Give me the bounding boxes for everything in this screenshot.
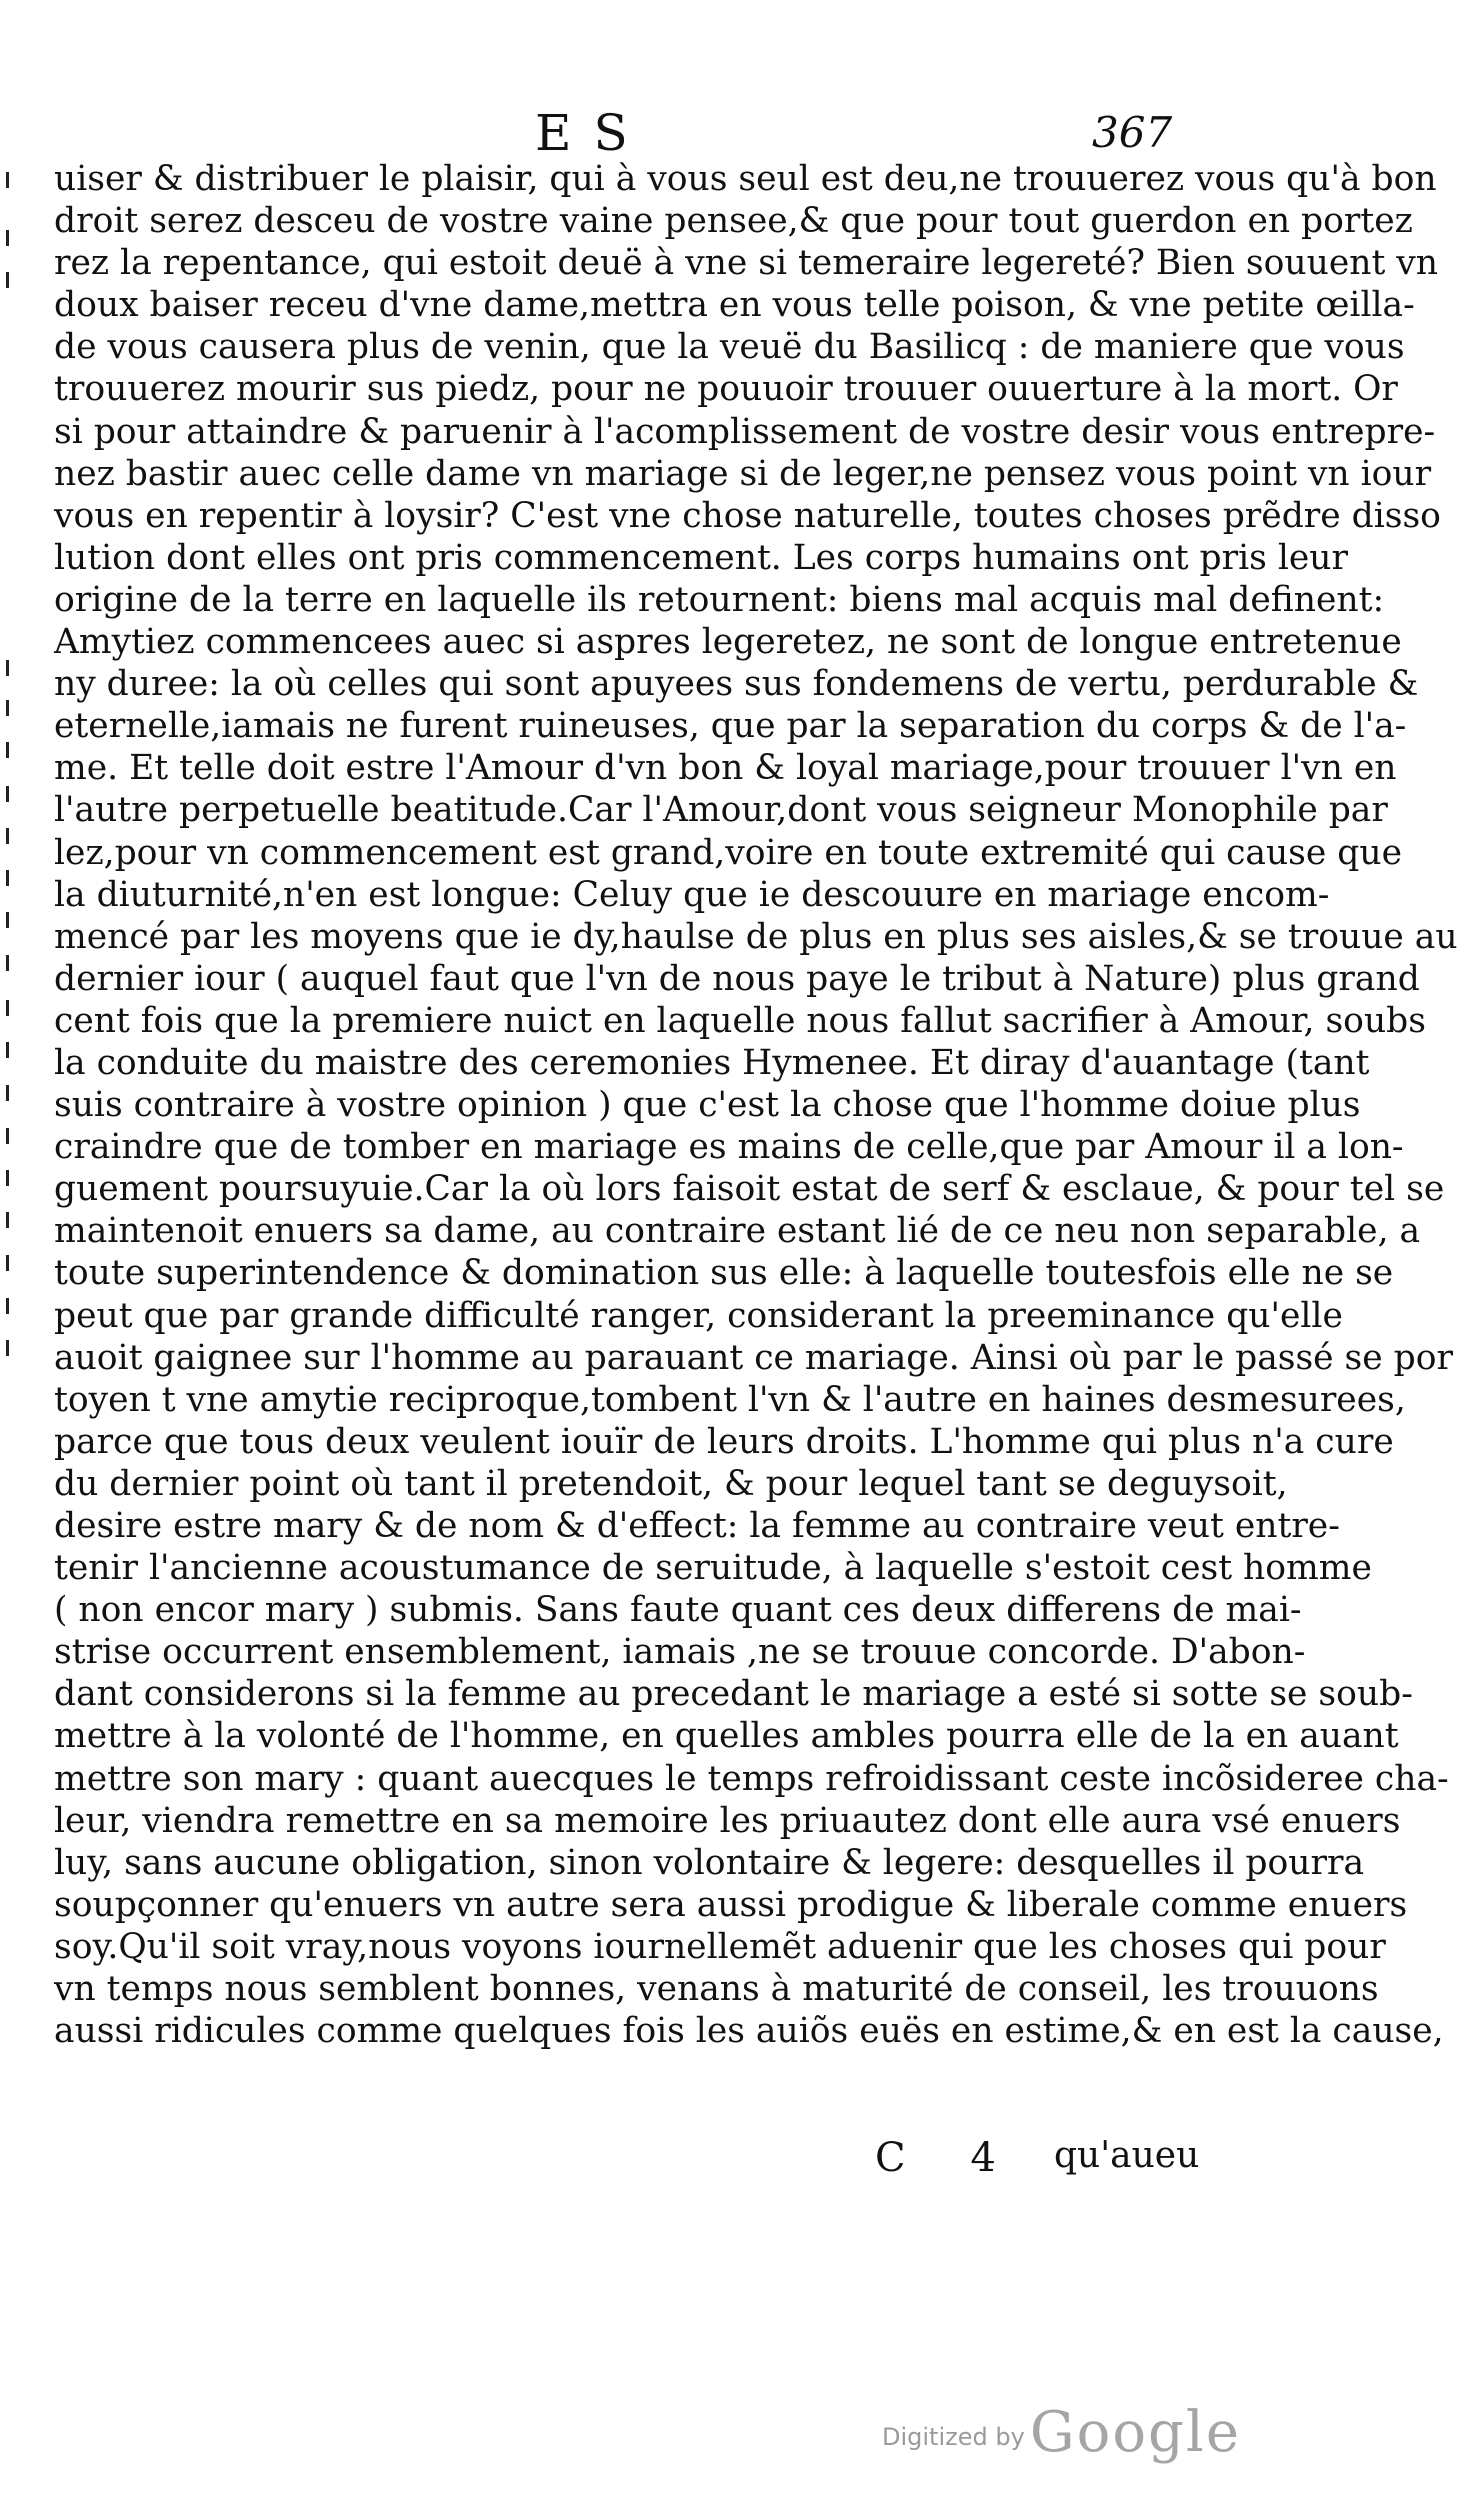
text-line: cent fois que la premiere nuict en laquelle nous fallut sacrifier à Amour, soubs bbox=[54, 1000, 1426, 1041]
margin-mark bbox=[6, 1298, 9, 1314]
margin-mark bbox=[6, 1128, 9, 1144]
margin-mark bbox=[6, 172, 9, 188]
text-line: mencé par les moyens que ie dy,haulse de plus en plus ses aisles,& se trouue au bbox=[54, 916, 1458, 957]
text-line: la conduite du maistre des ceremonies Hymenee. Et diray d'auantage (tant bbox=[54, 1042, 1370, 1083]
text-line: mettre à la volonté de l'homme, en quelles ambles pourra elle de la en auant bbox=[54, 1716, 1399, 1757]
text-line: leur, viendra remettre en sa memoire les priuautez dont elle aura vsé enuers bbox=[54, 1800, 1401, 1841]
text-line: ny duree: la où celles qui sont apuyees sus fondemens de vertu, perdurable & bbox=[54, 664, 1419, 705]
margin-mark bbox=[6, 1085, 9, 1101]
digitized-watermark bbox=[882, 2400, 1241, 2465]
text-line: peut que par grande difficulté ranger, considerant la preeminance qu'elle bbox=[54, 1295, 1343, 1336]
text-line: soy.Qu'il soit vray,nous voyons iournellemẽt aduenir que les choses qui pour bbox=[54, 1926, 1386, 1967]
text-line: la diuturnité,n'en est longue: Celuy que ie descouure en mariage encom- bbox=[54, 874, 1330, 915]
margin-mark bbox=[6, 272, 9, 288]
text-line: uiser & distribuer le plaisir, qui à vous seul est deu,ne trouuerez vous qu'à bon bbox=[54, 159, 1437, 199]
text-line: maintenoit enuers sa dame, au contraire estant lié de ce neu non separable, a bbox=[54, 1211, 1421, 1252]
margin-mark bbox=[6, 1000, 9, 1016]
text-line: desire estre mary & de nom & d'effect: la femme au contraire veut entre- bbox=[54, 1506, 1340, 1546]
text-line: si pour attaindre & paruenir à l'acomplissement de vostre desir vous entrepre- bbox=[54, 411, 1436, 452]
text-line: guement poursuyuie.Car la où lors faisoit estat de serf & esclaue, & pour tel se bbox=[54, 1169, 1445, 1210]
margin-mark bbox=[6, 700, 9, 716]
text-body bbox=[54, 158, 1458, 2052]
text-line: lution dont elles ont pris commencement. Les corps humains ont pris leur bbox=[54, 537, 1348, 578]
text-line: aussi ridicules comme quelques fois les auiõs euës en estime,& en est la cause, bbox=[54, 2011, 1444, 2052]
text-line: Amytiez commencees auec si aspres legeretez, ne sont de longue entretenue bbox=[54, 622, 1402, 663]
text-line: dant considerons si la femme au precedant le mariage a esté si sotte se soub- bbox=[54, 1674, 1413, 1715]
margin-mark bbox=[6, 828, 9, 844]
text-line: l'autre perpetuelle beatitude.Car l'Amour,dont vous seigneur Monophile par bbox=[54, 790, 1388, 831]
signature-mark: C 4 bbox=[875, 2135, 1022, 2181]
text-line: origine de la terre en laquelle ils retournent: biens mal acquis mal definent: bbox=[54, 579, 1385, 620]
text-line: luy, sans aucune obligation, sinon volontaire & legere: desquelles il pourra bbox=[54, 1842, 1365, 1883]
text-line: dernier iour ( auquel faut que l'vn de nous paye le tribut à Nature) plus grand bbox=[54, 958, 1420, 999]
margin-mark bbox=[6, 1170, 9, 1186]
margin-mark bbox=[6, 1042, 9, 1058]
page-number: 367 bbox=[1092, 108, 1173, 157]
running-head: ES bbox=[535, 104, 650, 162]
text-line: vn temps nous semblent bonnes, venans à maturité de conseil, les trouuons bbox=[54, 1969, 1379, 2010]
text-line: toute superintendence & domination sus elle: à laquelle toutesfois elle ne se bbox=[54, 1253, 1394, 1294]
margin-mark bbox=[6, 870, 9, 886]
text-line: eternelle,iamais ne furent ruineuses, que par la separation du corps & de l'a- bbox=[54, 706, 1407, 747]
text-line: vous en repentir à loysir? C'est vne chose naturelle, toutes choses prẽdre disso bbox=[54, 495, 1441, 536]
catchword: qu'aueu bbox=[1054, 2135, 1200, 2176]
margin-mark bbox=[6, 786, 9, 802]
margin-mark bbox=[6, 742, 9, 758]
margin-mark bbox=[6, 1212, 9, 1228]
text-line: de vous causera plus de venin, que la veuë du Basilicq : de maniere que vous bbox=[54, 327, 1405, 368]
margin-mark bbox=[6, 912, 9, 928]
text-line: rez la repentance, qui estoit deuë à vne si temeraire legereté? Bien souuent vn bbox=[54, 243, 1439, 284]
margin-mark bbox=[6, 1340, 9, 1356]
digitized-label: Digitized by bbox=[882, 2423, 1025, 2451]
text-line: suis contraire à vostre opinion ) que c'est la chose que l'homme doiue plus bbox=[54, 1085, 1361, 1126]
text-line: droit serez desceu de vostre vaine pensee,& que pour tout guerdon en portez bbox=[54, 201, 1413, 242]
text-line: tenir l'ancienne acoustumance de seruitude, à laquelle s'estoit cest homme bbox=[54, 1548, 1372, 1589]
text-line: du dernier point où tant il pretendoit, & pour lequel tant se deguysoit, bbox=[54, 1463, 1288, 1504]
text-line: soupçonner qu'enuers vn autre sera aussi prodigue & liberale comme enuers bbox=[54, 1884, 1408, 1925]
text-line: ( non encor mary ) submis. Sans faute quant ces deux differens de mai- bbox=[54, 1590, 1302, 1631]
text-line: doux baiser receu d'vne dame,mettra en vous telle poison, & vne petite œilla- bbox=[54, 285, 1415, 326]
text-line: craindre que de tomber en mariage es mains de celle,que par Amour il a lon- bbox=[54, 1127, 1404, 1168]
margin-mark bbox=[6, 660, 9, 676]
text-line: lez,pour vn commencement est grand,voire en toute extremité qui cause que bbox=[54, 832, 1402, 873]
text-line: me. Et telle doit estre l'Amour d'vn bon & loyal mariage,pour trouuer l'vn en bbox=[54, 748, 1397, 789]
text-line: toyen t vne amytie reciproque,tombent l'vn & l'autre en haines desmesurees, bbox=[54, 1379, 1406, 1420]
text-line: strise occurrent ensemblement, iamais ,ne se trouue concorde. D'abon- bbox=[54, 1632, 1306, 1673]
text-line: mettre son mary : quant auecques le temps refroidissant ceste incõsideree cha- bbox=[54, 1758, 1449, 1799]
margin-mark bbox=[6, 230, 9, 246]
google-logo: Google bbox=[1029, 2400, 1241, 2465]
text-line: nez bastir auec celle dame vn mariage si de leger,ne pensez vous point vn iour bbox=[54, 453, 1432, 494]
text-line: trouuerez mourir sus piedz, pour ne pouuoir trouuer ouuerture à la mort. Or bbox=[54, 369, 1398, 410]
margin-mark bbox=[6, 955, 9, 971]
text-line: parce que tous deux veulent iouïr de leurs droits. L'homme qui plus n'a cure bbox=[54, 1421, 1394, 1462]
text-line: auoit gaignee sur l'homme au parauant ce mariage. Ainsi où par le passé se por bbox=[54, 1337, 1453, 1378]
margin-mark bbox=[6, 1255, 9, 1271]
